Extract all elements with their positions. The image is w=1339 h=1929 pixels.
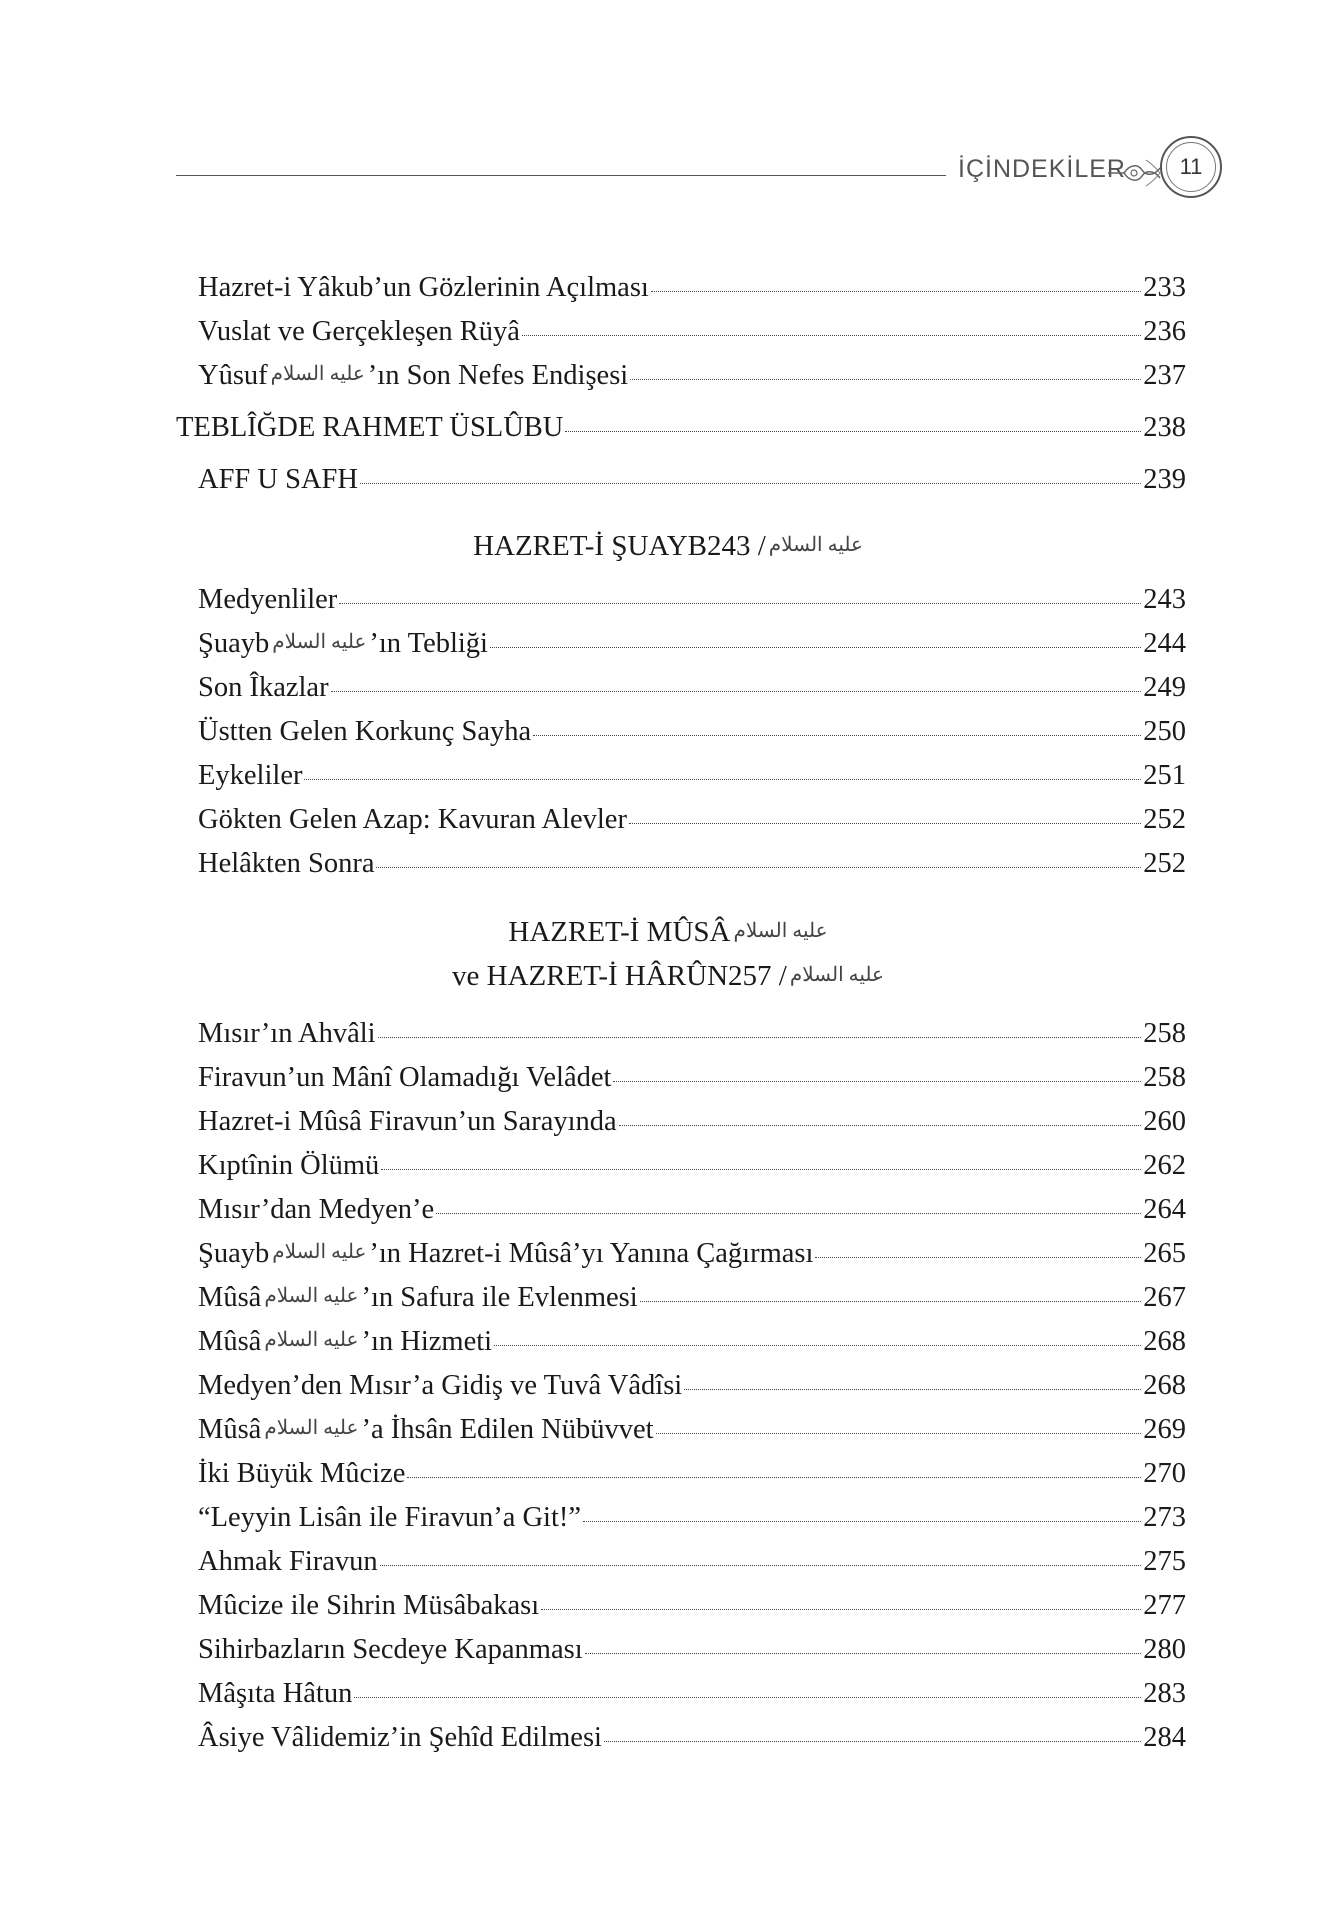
entry-title: Gökten Gelen Azap: Kavuran Alevler [198,804,627,835]
entry-page-number: 239 [1143,464,1186,495]
entry-page-number: 268 [1143,1326,1186,1357]
entry-title [198,1414,654,1446]
entry-title: Âsiye Vâlidemiz’in Şehîd Edilmesi [198,1722,602,1753]
entry-title: Hazret-i Mûsâ Firavun’un Sarayında [198,1106,617,1137]
entry-title: Ahmak Firavun [198,1546,378,1577]
entry-page-number: 277 [1143,1590,1186,1621]
entry-page-number: 237 [1143,360,1186,391]
entry-page-number: 275 [1143,1546,1186,1577]
toc-entry [198,1370,1186,1410]
entry-title [198,628,488,660]
toc-entry [198,1062,1186,1102]
entry-title: Sihirbazların Secdeye Kapanması [198,1634,583,1665]
entry-title-rest: ’ın Son Nefes Endişesi [367,360,629,391]
section-heading [0,960,1339,993]
toc-entry [198,1150,1186,1190]
ornament-icon [1106,150,1166,196]
entry-title: Medyenliler [198,584,338,615]
toc-entry [198,1106,1186,1146]
dot-leader [585,1653,1142,1654]
entry-page-number: 269 [1143,1414,1186,1445]
dot-leader [619,1125,1142,1126]
toc-entry [198,1018,1186,1058]
entry-page-number: 251 [1143,760,1186,791]
toc-entry [198,316,1186,356]
dot-leader [331,691,1142,692]
entry-title: Kıptînin Ölümü [198,1150,380,1181]
entry-title-name: Şuayb [198,1238,270,1269]
entry-page-number: 249 [1143,672,1186,703]
entry-title-rest: ’a İhsân Edilen Nübüvvet [361,1414,654,1445]
entry-title: Eykeliler [198,760,303,791]
entry-title: Mısır’dan Medyen’e [198,1194,435,1225]
entry-title [198,1326,492,1358]
dot-leader [339,603,1141,604]
entry-title: “Leyyin Lisân ile Firavun’a Git!” [198,1502,582,1533]
toc-entry [198,1546,1186,1586]
dot-leader [651,291,1141,292]
toc-entry [198,1282,1186,1322]
entry-page-number: 236 [1143,316,1186,347]
entry-page-number: 265 [1143,1238,1186,1269]
honorific-glyph: عليه السلام [272,631,367,653]
section-heading [0,916,1339,949]
dot-leader [407,1477,1141,1478]
dot-leader [656,1433,1142,1434]
section-heading [0,530,1339,563]
dot-leader [629,823,1141,824]
entry-title: TEBLÎĞDE RAHMET ÜSLÛBU [176,412,564,443]
entry-title-name: Mûsâ [198,1414,262,1445]
dot-leader [376,867,1141,868]
toc-entry [198,716,1186,756]
toc-entry [198,628,1186,668]
entry-title: Mâşıta Hâtun [198,1678,353,1709]
toc-entry [198,672,1186,712]
entry-title-rest: ’ın Tebliği [369,628,488,659]
entry-title: Firavun’un Mânî Olamadığı Velâdet [198,1062,612,1093]
toc-entry [198,848,1186,888]
honorific-glyph: عليه السلام [272,1241,367,1263]
toc-entry [198,1326,1186,1366]
page-number: 11 [1160,136,1222,198]
entry-title: Son Îkazlar [198,672,329,703]
header-title: İÇİNDEKİLER [958,155,1126,183]
honorific-glyph: عليه السلام [789,964,884,986]
entry-page-number: 284 [1143,1722,1186,1753]
toc-entry [198,1678,1186,1718]
entry-title [198,1282,638,1314]
entry-page-number: 270 [1143,1458,1186,1489]
entry-title-name: Mûsâ [198,1326,262,1357]
entry-page-number: 250 [1143,716,1186,747]
toc-entry [198,1238,1186,1278]
entry-page-number: 252 [1143,848,1186,879]
entry-title-name: Şuayb [198,628,270,659]
dot-leader [436,1213,1141,1214]
honorific-glyph: عليه السلام [733,920,828,942]
entry-title-rest: ’ın Hizmeti [361,1326,493,1357]
honorific-glyph: عليه السلام [264,1329,359,1351]
running-header [176,136,1228,198]
entry-page-number: 267 [1143,1282,1186,1313]
entry-page-number: 244 [1143,628,1186,659]
toc-entry [176,412,1186,452]
dot-leader [304,779,1141,780]
entry-title [198,360,628,392]
entry-page-number: 268 [1143,1370,1186,1401]
entry-page-number: 283 [1143,1678,1186,1709]
entry-title-name: Mûsâ [198,1282,262,1313]
entry-page-number: 280 [1143,1634,1186,1665]
entry-page-number: 243 [1143,584,1186,615]
toc-entry [198,1722,1186,1762]
toc-entry [198,804,1186,844]
toc-entry [198,464,1186,504]
toc-entry [198,1194,1186,1234]
dot-leader [630,379,1141,380]
section-page: / 257 [728,960,787,992]
entry-title-rest: ’ın Hazret-i Mûsâ’yı Yanına Çağırması [369,1238,814,1269]
entry-page-number: 258 [1143,1062,1186,1093]
toc-entry [198,1458,1186,1498]
entry-title [198,1238,813,1270]
dot-leader [378,1037,1142,1038]
dot-leader [541,1609,1141,1610]
honorific-glyph: عليه السلام [264,1285,359,1307]
toc-entry [198,360,1186,400]
section-title: HAZRET-İ ŞUAYB [473,530,707,562]
section-title: ve HAZRET-İ HÂRÛN [452,960,729,992]
section-title: HAZRET-İ MÛSÂ [508,916,731,948]
dot-leader [522,335,1141,336]
toc-entry [198,760,1186,800]
toc-entry [198,584,1186,624]
entry-page-number: 273 [1143,1502,1186,1533]
entry-title: AFF U SAFH [198,464,358,495]
entry-page-number: 233 [1143,272,1186,303]
entry-title: Mısır’ın Ahvâli [198,1018,376,1049]
dot-leader [684,1389,1141,1390]
dot-leader [360,483,1141,484]
entry-page-number: 260 [1143,1106,1186,1137]
honorific-glyph: عليه السلام [264,1417,359,1439]
entry-title: Hazret-i Yâkub’un Gözlerinin Açılması [198,272,649,303]
toc-entry [198,272,1186,312]
dot-leader [640,1301,1142,1302]
dot-leader [604,1741,1141,1742]
honorific-glyph: عليه السلام [270,363,365,385]
header-rule [176,175,946,176]
entry-title: İki Büyük Mûcize [198,1458,406,1489]
toc-entry [198,1634,1186,1674]
dot-leader [494,1345,1141,1346]
dot-leader [354,1697,1141,1698]
entry-title: Helâkten Sonra [198,848,375,879]
dot-leader [490,647,1141,648]
toc-entry [198,1590,1186,1630]
entry-page-number: 238 [1143,412,1186,443]
dot-leader [583,1521,1141,1522]
dot-leader [380,1565,1142,1566]
dot-leader [613,1081,1141,1082]
entry-page-number: 264 [1143,1194,1186,1225]
entry-title: Medyen’den Mısır’a Gidiş ve Tuvâ Vâdîsi [198,1370,683,1401]
entry-page-number: 258 [1143,1018,1186,1049]
entry-title-name: Yûsuf [198,360,268,391]
dot-leader [381,1169,1141,1170]
dot-leader [565,431,1141,432]
entry-page-number: 262 [1143,1150,1186,1181]
toc-entry [198,1502,1186,1542]
entry-title: Üstten Gelen Korkunç Sayha [198,716,532,747]
entry-title: Mûcize ile Sihrin Müsâbakası [198,1590,540,1621]
section-page: / 243 [706,530,766,562]
entry-page-number: 252 [1143,804,1186,835]
dot-leader [815,1257,1141,1258]
dot-leader [533,735,1141,736]
toc-entry [198,1414,1186,1454]
entry-title: Vuslat ve Gerçekleşen Rüyâ [198,316,520,347]
honorific-glyph: عليه السلام [768,534,863,556]
entry-title-rest: ’ın Safura ile Evlenmesi [361,1282,638,1313]
